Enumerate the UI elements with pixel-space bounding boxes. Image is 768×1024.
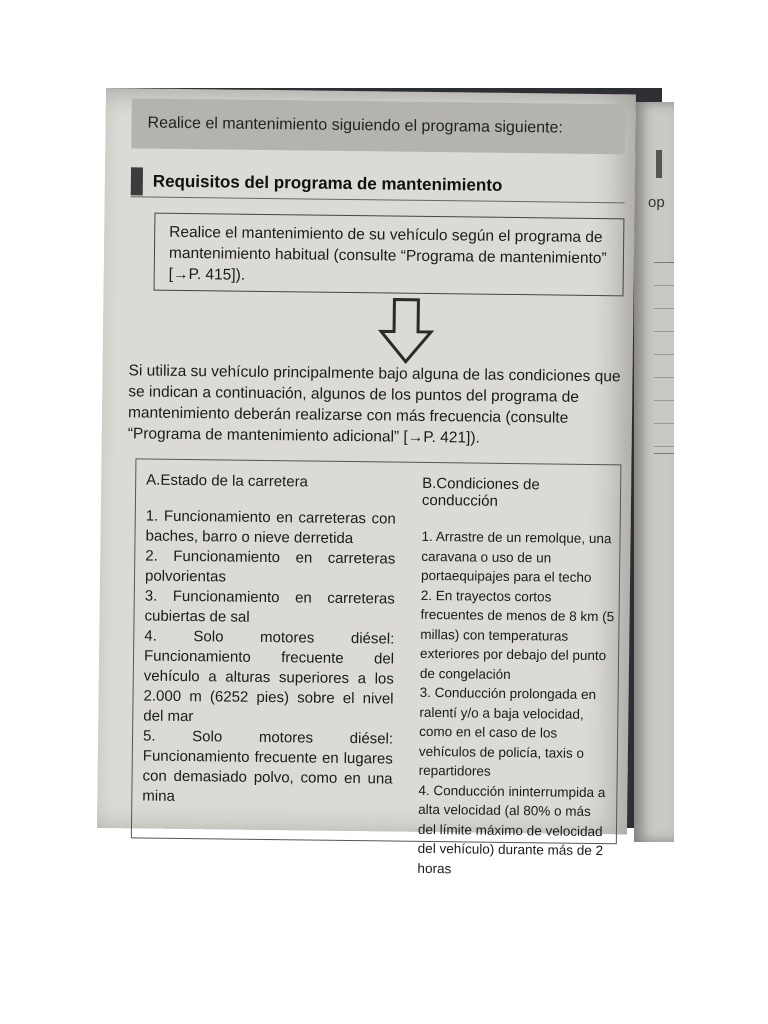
list-item: 3. Conducción prolongada en ralentí y/o a baja velocidad, como en el caso de los vehículos de policía, taxis o repartidores xyxy=(418,684,597,779)
list-item: 4. Conducción ininterrumpida a alta velocidad (al 80% o más del límite máximo de velocidad del vehículo) durante más de 2 horas xyxy=(417,782,606,876)
list-item: 1. Funcionamiento en carreteras con baches, barro o nieve derretida xyxy=(145,507,396,548)
column-a-heading: A.Estado de la carretera xyxy=(146,471,309,491)
conditions-paragraph: Si utiliza su vehículo principalmente bajo alguna de las condiciones que se indican a continuación, algunos de los puntos del programa de mantenimiento deberán realizarse con más frecuencia (consulte “Programa de mantenimiento adicional” [→P. 421]). xyxy=(127,362,621,447)
list-item: 2. Funcionamiento en carreteras polvorientas xyxy=(144,547,396,586)
manual-page xyxy=(97,88,636,876)
column-b-heading: B.Condiciones de conducción xyxy=(421,474,540,510)
list-item: 4. Solo motores diésel: Funcionamiento frecuente del vehículo a alturas superiores a los 2.000 m (6252 pies) sobre el nivel del mar xyxy=(143,627,395,726)
adjacent-page-text: op xyxy=(648,194,665,211)
list-item: 2. En trayectos cortos frecuentes de menos de 8 km (5 millas) con temperaturas exteriores por debajo del punto de congelación xyxy=(419,587,615,682)
down-arrow-icon xyxy=(379,297,434,364)
list-item: 1. Arrastre de un remolque, una caravana o uso de un portaequipajes para el techo xyxy=(420,528,612,585)
list-item: 5. Solo motores diésel: Funcionamiento frecuente en lugares con demasiado polvo, como en una mina xyxy=(142,727,394,805)
column-a-list xyxy=(142,507,396,810)
section-heading-text: Requisitos del programa de mantenimiento xyxy=(152,171,503,195)
column-driving-conditions xyxy=(417,475,616,880)
adjacent-page xyxy=(634,102,674,842)
adjacent-page-bar xyxy=(656,150,662,178)
maintenance-note-box: Realice el mantenimiento de su vehículo según el programa de mantenimiento habitual (consulte “Programa de mantenimiento” [→P. 415]). xyxy=(154,213,625,297)
conditions-table xyxy=(131,458,622,876)
column-road-conditions xyxy=(142,472,396,810)
section-heading xyxy=(131,166,625,203)
heading-marker xyxy=(131,167,143,195)
adjacent-page-table xyxy=(654,262,674,454)
list-item: 3. Funcionamiento en carreteras cubiertas de sal xyxy=(144,587,395,626)
column-b-list xyxy=(417,527,615,880)
document-photo xyxy=(106,88,665,876)
intro-banner: Realice el mantenimiento siguiendo el programa siguiente: xyxy=(131,98,626,154)
